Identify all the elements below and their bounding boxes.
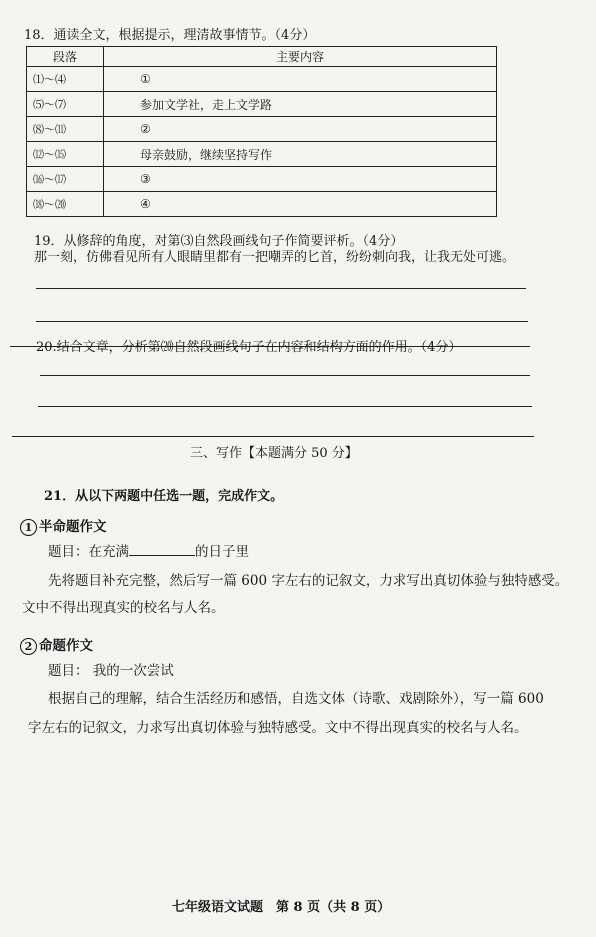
q21-prompt: 21．从以下两题中任选一题，完成作文。 [44,489,284,504]
header-content: 主要内容 [104,47,497,67]
row-content: ③ [104,167,497,192]
option2-number: 2 [20,638,37,655]
row-content: 母亲鼓励，继续坚持写作 [104,142,497,167]
page-footer: 七年级语文试题 第 8 页（共 8 页） [172,900,391,915]
option1-title [48,540,249,560]
answer-line [38,406,532,407]
option2-title: 题目： 我的一次尝试 [48,663,174,679]
table-row [27,142,497,167]
row-paragraph: ⑸～⑺ [27,92,104,117]
q20-prompt: 20.结合文章，分析第⒇自然段画线句子在内容和结构方面的作用。（4分） [36,340,462,355]
answer-line [40,375,530,376]
q19-quote: 那一刻，仿佛看见所有人眼睛里都有一把嘲弄的匕首，纷纷刺向我，让我无处可逃。 [34,250,516,265]
table-row [27,192,497,217]
header-paragraph: 段落 [27,47,104,67]
row-content: ② [104,117,497,142]
table-header-row [27,47,497,67]
option2-heading-text: 命题作文 [39,638,93,654]
table-row [27,167,497,192]
option1-instruction: 先将题目补充完整，然后写一篇 600 字左右的记叙文，力求写出真切体验与独特感受。 [48,573,569,589]
option2-instruction-cont: 字左右的记叙文，力求写出真切体验与独特感受。文中不得出现真实的校名与人名。 [28,720,528,736]
option1-number: 1 [20,519,37,536]
plot-table [26,46,497,217]
option2-instruction: 根据自己的理解，结合生活经历和感悟，自选文体（诗歌、戏剧除外），写一篇 600 [48,691,544,707]
q18-prompt: 18．通读全文，根据提示，理清故事情节。（4分） [24,28,316,43]
option2-heading [20,634,93,655]
table-row [27,92,497,117]
row-paragraph: ⒃～⒄ [27,167,104,192]
row-content: 参加文学社，走上文学路 [104,92,497,117]
answer-line [36,288,526,289]
row-content: ④ [104,192,497,217]
table-row [27,117,497,142]
q19-prompt: 19．从修辞的角度，对第⑶自然段画线句子作简要评析。（4分） [34,234,404,249]
row-paragraph: ⑻～⑾ [27,117,104,142]
table-row [27,67,497,92]
row-paragraph: ⑴～⑷ [27,67,104,92]
fill-blank [129,543,195,556]
answer-line [12,436,534,437]
option1-title-suffix: 的日子里 [195,544,249,560]
section-title: 三、写作【本题满分 50 分】 [190,446,358,461]
row-paragraph: ⑿～⒂ [27,142,104,167]
answer-line [36,321,528,322]
option1-heading [20,515,107,536]
option1-instruction-cont: 文中不得出现真实的校名与人名。 [22,600,225,616]
row-paragraph: ⒅～⒇ [27,192,104,217]
option1-heading-text: 半命题作文 [39,519,107,535]
option1-title-prefix: 题目：在充满 [48,544,129,560]
row-content: ① [104,67,497,92]
